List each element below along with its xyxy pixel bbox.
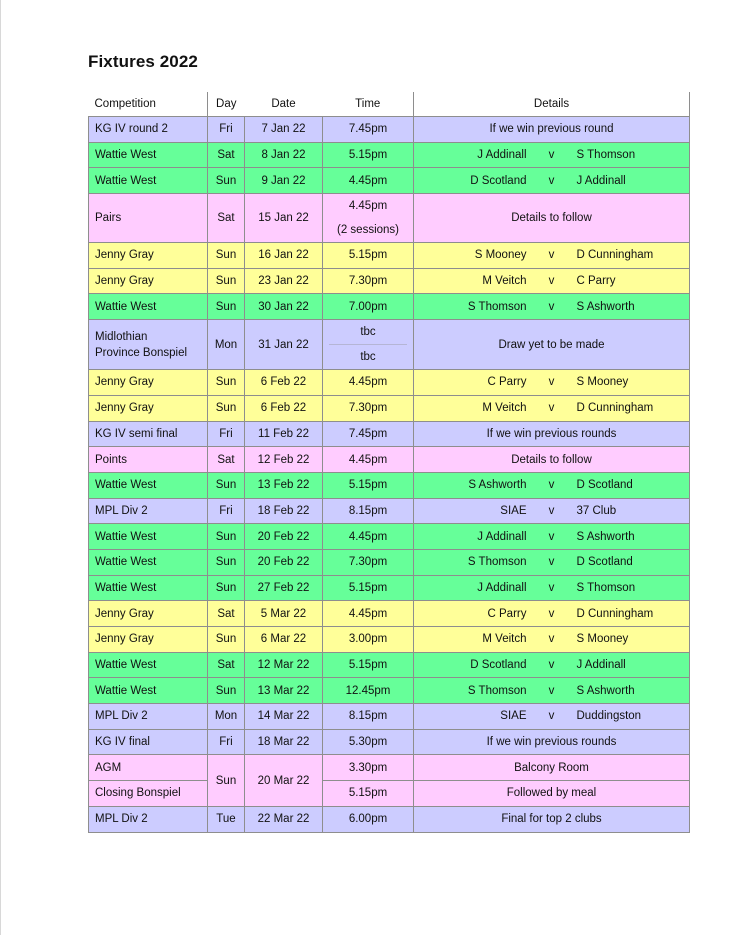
cell-details: [414, 370, 690, 396]
cell-date: 5 Mar 22: [245, 601, 323, 627]
cell-details: Final for top 2 clubs: [414, 806, 690, 832]
cell-date: 15 Jan 22: [245, 194, 323, 243]
cell-date: 20 Feb 22: [245, 524, 323, 550]
table-row: [89, 320, 690, 370]
home-team: D Scotland: [470, 174, 527, 187]
cell-details: [414, 472, 690, 498]
cell-time: [323, 194, 414, 243]
versus: v: [548, 249, 555, 262]
home-team: C Parry: [487, 607, 527, 620]
away-team: Duddingston: [576, 710, 642, 723]
cell-competition: KG IV final: [89, 729, 208, 755]
cell-day: Sun: [208, 472, 245, 498]
cell-date: 11 Feb 22: [245, 421, 323, 447]
versus: v: [548, 556, 555, 569]
home-team: J Addinall: [477, 149, 527, 162]
versus: v: [548, 376, 555, 389]
table-row: [89, 194, 690, 243]
away-team: S Ashworth: [576, 300, 635, 313]
cell-competition: Jenny Gray: [89, 370, 208, 396]
table-header: [89, 92, 690, 117]
cell-day: Sun: [208, 243, 245, 269]
table-row: [89, 729, 690, 755]
table-row: [89, 243, 690, 269]
home-team: S Thomson: [467, 684, 527, 697]
cell-details: [414, 627, 690, 653]
cell-time: 4.45pm: [323, 524, 414, 550]
cell-date: 12 Mar 22: [245, 652, 323, 678]
home-team: S Ashworth: [468, 479, 527, 492]
away-team: S Mooney: [576, 633, 629, 646]
cell-date: 31 Jan 22: [245, 320, 323, 370]
cell-competition: AGM: [89, 755, 208, 781]
cell-details: [414, 498, 690, 524]
cell-time: 8.15pm: [323, 498, 414, 524]
cell-day: Sun: [208, 575, 245, 601]
table-row: [89, 601, 690, 627]
cell-time: 5.15pm: [323, 243, 414, 269]
cell-time: [323, 320, 414, 370]
table-row: [89, 294, 690, 320]
away-team: J Addinall: [576, 174, 626, 187]
cell-competition: MPL Div 2: [89, 498, 208, 524]
cell-day: Sun: [208, 524, 245, 550]
cell-details: [414, 601, 690, 627]
cell-competition: Jenny Gray: [89, 395, 208, 421]
away-team: D Scotland: [576, 556, 633, 569]
home-team: D Scotland: [470, 659, 527, 672]
away-team: C Parry: [576, 275, 616, 288]
table-row: [89, 549, 690, 575]
cell-day: Sat: [208, 601, 245, 627]
cell-day: Sun: [208, 627, 245, 653]
cell-day: Sun: [208, 678, 245, 704]
cell-time: 4.45pm: [323, 168, 414, 194]
header-details: Details: [414, 92, 690, 117]
cell-day: Sun: [208, 395, 245, 421]
home-team: SIAE: [500, 504, 527, 517]
versus: v: [548, 149, 555, 162]
versus: v: [548, 479, 555, 492]
cell-competition: Wattie West: [89, 652, 208, 678]
home-team: J Addinall: [477, 530, 527, 543]
cell-date: 6 Feb 22: [245, 395, 323, 421]
time-line-1: 4.45pm: [348, 200, 388, 213]
cell-day: Sun: [208, 168, 245, 194]
table-row: [89, 142, 690, 168]
versus: v: [548, 275, 555, 288]
fixtures-table: [88, 92, 690, 833]
table-row: [89, 678, 690, 704]
cell-date: 18 Mar 22: [245, 729, 323, 755]
home-team: C Parry: [487, 376, 527, 389]
cell-date: 23 Jan 22: [245, 268, 323, 294]
versus: v: [548, 174, 555, 187]
cell-competition: Wattie West: [89, 549, 208, 575]
cell-day: Mon: [208, 320, 245, 370]
away-team: 37 Club: [576, 504, 617, 517]
header-day: Day: [208, 92, 245, 117]
versus: v: [548, 530, 555, 543]
versus: v: [548, 607, 555, 620]
cell-details: [414, 142, 690, 168]
table-row: [89, 498, 690, 524]
cell-date: 27 Feb 22: [245, 575, 323, 601]
cell-competition: Jenny Gray: [89, 268, 208, 294]
away-team: D Scotland: [576, 479, 633, 492]
cell-date: 13 Feb 22: [245, 472, 323, 498]
cell-date: 9 Jan 22: [245, 168, 323, 194]
versus: v: [548, 402, 555, 415]
cell-date: 13 Mar 22: [245, 678, 323, 704]
home-team: M Veitch: [482, 402, 527, 415]
cell-day: Sat: [208, 194, 245, 243]
cell-details: Draw yet to be made: [414, 320, 690, 370]
versus: v: [548, 504, 555, 517]
cell-time: 3.30pm: [323, 755, 414, 781]
table-row: [89, 370, 690, 396]
cell-date: 7 Jan 22: [245, 117, 323, 143]
cell-competition: [89, 320, 208, 370]
table-row: [89, 652, 690, 678]
home-team: S Thomson: [467, 300, 527, 313]
table-row: [89, 755, 690, 781]
home-team: M Veitch: [482, 633, 527, 646]
cell-details: [414, 294, 690, 320]
cell-competition: Jenny Gray: [89, 601, 208, 627]
cell-details: [414, 575, 690, 601]
cell-competition: Wattie West: [89, 575, 208, 601]
table-row: [89, 627, 690, 653]
table-row: [89, 472, 690, 498]
cell-date: 6 Mar 22: [245, 627, 323, 653]
cell-time: 5.15pm: [323, 781, 414, 807]
cell-time: 5.15pm: [323, 472, 414, 498]
cell-day: Sun: [208, 294, 245, 320]
cell-details: Details to follow: [414, 447, 690, 473]
cell-competition: KG IV semi final: [89, 421, 208, 447]
cell-time: 4.45pm: [323, 370, 414, 396]
cell-details: Followed by meal: [414, 781, 690, 807]
cell-date: 20 Feb 22: [245, 549, 323, 575]
cell-competition: Wattie West: [89, 168, 208, 194]
versus: v: [548, 633, 555, 646]
versus: v: [548, 300, 555, 313]
cell-time: 7.30pm: [323, 268, 414, 294]
cell-day: Fri: [208, 498, 245, 524]
cell-competition: KG IV round 2: [89, 117, 208, 143]
cell-competition: Points: [89, 447, 208, 473]
cell-day: Fri: [208, 421, 245, 447]
cell-details: [414, 704, 690, 730]
cell-competition: Jenny Gray: [89, 627, 208, 653]
cell-details: [414, 652, 690, 678]
cell-day: Fri: [208, 117, 245, 143]
table-row: [89, 421, 690, 447]
away-team: S Ashworth: [576, 684, 635, 697]
versus: v: [548, 581, 555, 594]
cell-details: [414, 678, 690, 704]
time-line-2: (2 sessions): [337, 224, 399, 237]
cell-day: Sun: [208, 549, 245, 575]
cell-date: 20 Mar 22: [245, 755, 323, 806]
cell-day: Sat: [208, 652, 245, 678]
cell-details: [414, 243, 690, 269]
cell-date: 22 Mar 22: [245, 806, 323, 832]
cell-date: 12 Feb 22: [245, 447, 323, 473]
cell-details: [414, 549, 690, 575]
away-team: S Thomson: [576, 581, 636, 594]
table-row: [89, 395, 690, 421]
cell-day: Sun: [208, 755, 245, 806]
cell-day: Sat: [208, 447, 245, 473]
away-team: D Cunningham: [576, 402, 654, 415]
cell-details: If we win previous rounds: [414, 729, 690, 755]
table-row: [89, 781, 690, 807]
cell-competition: Jenny Gray: [89, 243, 208, 269]
cell-time: 6.00pm: [323, 806, 414, 832]
page-title: Fixtures 2022: [88, 52, 198, 71]
cell-time: 4.45pm: [323, 601, 414, 627]
cell-time: 7.45pm: [323, 117, 414, 143]
cell-time: 7.30pm: [323, 395, 414, 421]
home-team: M Veitch: [482, 275, 527, 288]
cell-time: 7.00pm: [323, 294, 414, 320]
away-team: S Mooney: [576, 376, 629, 389]
versus: v: [548, 684, 555, 697]
table-row: [89, 575, 690, 601]
header-time: Time: [323, 92, 414, 117]
home-team: SIAE: [500, 710, 527, 723]
cell-details: [414, 524, 690, 550]
cell-time: 4.45pm: [323, 447, 414, 473]
cell-competition: Wattie West: [89, 678, 208, 704]
table-row: [89, 704, 690, 730]
cell-details: [414, 168, 690, 194]
away-team: S Ashworth: [576, 530, 635, 543]
cell-details: If we win previous rounds: [414, 421, 690, 447]
cell-date: 30 Jan 22: [245, 294, 323, 320]
away-team: D Cunningham: [576, 249, 654, 262]
cell-details: Balcony Room: [414, 755, 690, 781]
cell-day: Fri: [208, 729, 245, 755]
away-team: D Cunningham: [576, 607, 654, 620]
cell-details: [414, 395, 690, 421]
table-row: [89, 447, 690, 473]
competition-line-2: Province Bonspiel: [95, 346, 188, 359]
cell-competition: MPL Div 2: [89, 704, 208, 730]
cell-competition: Wattie West: [89, 524, 208, 550]
competition-line-1: Midlothian: [95, 330, 148, 343]
cell-day: Tue: [208, 806, 245, 832]
cell-competition: Pairs: [89, 194, 208, 243]
cell-time: 3.00pm: [323, 627, 414, 653]
cell-time: 5.15pm: [323, 652, 414, 678]
page-edge: [0, 0, 1, 935]
cell-details: Details to follow: [414, 194, 690, 243]
home-team: J Addinall: [477, 581, 527, 594]
cell-day: Sun: [208, 268, 245, 294]
table-row: [89, 168, 690, 194]
cell-time: 12.45pm: [323, 678, 414, 704]
cell-day: Mon: [208, 704, 245, 730]
table-row: [89, 117, 690, 143]
cell-time: 5.15pm: [323, 142, 414, 168]
header-date: Date: [245, 92, 323, 117]
table-row: [89, 524, 690, 550]
header-competition: Competition: [89, 92, 208, 117]
time-line-1: tbc: [329, 320, 407, 345]
away-team: J Addinall: [576, 659, 626, 672]
home-team: S Mooney: [474, 249, 527, 262]
cell-time: 7.30pm: [323, 549, 414, 575]
cell-day: Sun: [208, 370, 245, 396]
table-row: [89, 268, 690, 294]
cell-competition: MPL Div 2: [89, 806, 208, 832]
cell-date: 14 Mar 22: [245, 704, 323, 730]
versus: v: [548, 659, 555, 672]
cell-day: Sat: [208, 142, 245, 168]
cell-competition: Wattie West: [89, 472, 208, 498]
cell-date: 8 Jan 22: [245, 142, 323, 168]
cell-time: 7.45pm: [323, 421, 414, 447]
cell-date: 16 Jan 22: [245, 243, 323, 269]
cell-competition: Closing Bonspiel: [89, 781, 208, 807]
cell-details: If we win previous round: [414, 117, 690, 143]
cell-competition: Wattie West: [89, 142, 208, 168]
home-team: S Thomson: [467, 556, 527, 569]
cell-date: 6 Feb 22: [245, 370, 323, 396]
time-line-2: tbc: [360, 351, 376, 364]
versus: v: [548, 710, 555, 723]
away-team: S Thomson: [576, 149, 636, 162]
table-row: [89, 806, 690, 832]
cell-competition: Wattie West: [89, 294, 208, 320]
cell-details: [414, 268, 690, 294]
cell-time: 5.15pm: [323, 575, 414, 601]
cell-date: 18 Feb 22: [245, 498, 323, 524]
cell-time: 8.15pm: [323, 704, 414, 730]
cell-time: 5.30pm: [323, 729, 414, 755]
